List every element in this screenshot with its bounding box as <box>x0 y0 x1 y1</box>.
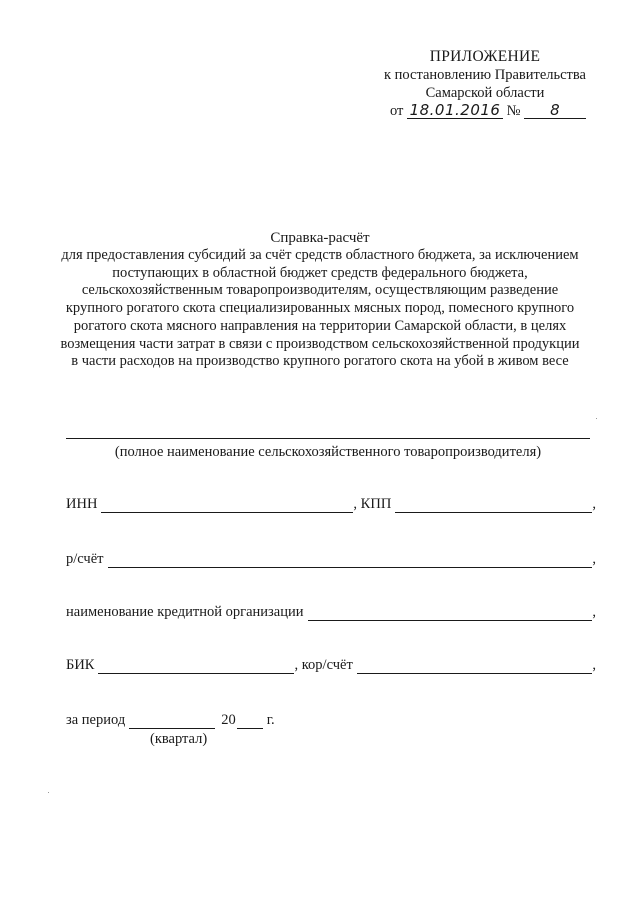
inn-label: ИНН <box>66 496 98 512</box>
corr-label: , кор/счёт <box>294 657 353 673</box>
appendix-title: ПРИЛОЖЕНИЕ <box>429 48 541 65</box>
year-prefix: 20 <box>221 712 236 728</box>
kpp-comma: , <box>592 496 596 512</box>
inn-field[interactable] <box>101 498 353 513</box>
corr-field[interactable] <box>357 659 593 674</box>
handwritten-date: 18.01.2016 <box>407 102 503 119</box>
date-prefix: от <box>390 103 404 119</box>
year-suffix: г. <box>266 712 275 728</box>
account-field[interactable] <box>108 553 593 568</box>
kpp-field[interactable] <box>395 498 592 513</box>
year-field[interactable] <box>237 714 263 729</box>
quarter-caption: (квартал) <box>150 731 208 747</box>
number-prefix: № <box>506 103 521 119</box>
bank-row <box>66 603 596 621</box>
corr-comma: , <box>592 657 596 673</box>
bik-label: БИК <box>66 657 95 673</box>
appendix-block <box>360 48 610 120</box>
document-title: Справка-расчёт <box>270 230 370 246</box>
bank-comma: , <box>592 604 596 620</box>
bik-field[interactable] <box>98 659 294 674</box>
account-row <box>66 550 596 568</box>
org-name-caption: (полное наименование сельскохозяйственного товаропроизводителя) <box>114 444 542 460</box>
handwritten-number: 8 <box>524 102 586 119</box>
appendix-date-line <box>360 102 610 120</box>
appendix-line-1: к постановлению Правительства <box>384 67 586 83</box>
kpp-label: , КПП <box>353 496 392 512</box>
account-label: р/счёт <box>66 551 104 567</box>
bank-field[interactable] <box>308 606 593 621</box>
period-row <box>66 711 275 729</box>
bik-corr-row <box>66 656 596 674</box>
account-comma: , <box>592 551 596 567</box>
document-purpose: для предоставления субсидий за счёт средств областного бюджета, за исключением поступающих в областной бюджет средств федерального бюджета, сельскохозяйственным товаропроизводителям, осуществляющим разведение крупного рогатого скота специализированных мясных пород, помесного крупного рогатого скота мясного направления на территории Самарской области, в целях возмещения части затрат в связи с производством сельскохозяйственной продукции в части расходов на производство крупного рогатого скота на убой в живом весе <box>60 247 580 370</box>
scan-speck <box>596 418 597 419</box>
org-name-field[interactable] <box>66 438 590 439</box>
document-heading <box>60 229 580 371</box>
appendix-line-2: Самарской области <box>425 85 545 101</box>
quarter-field[interactable] <box>129 714 215 729</box>
bank-label: наименование кредитной организации <box>66 604 304 620</box>
scan-speck <box>48 792 49 793</box>
period-label: за период <box>66 712 126 728</box>
inn-kpp-row <box>66 495 596 513</box>
